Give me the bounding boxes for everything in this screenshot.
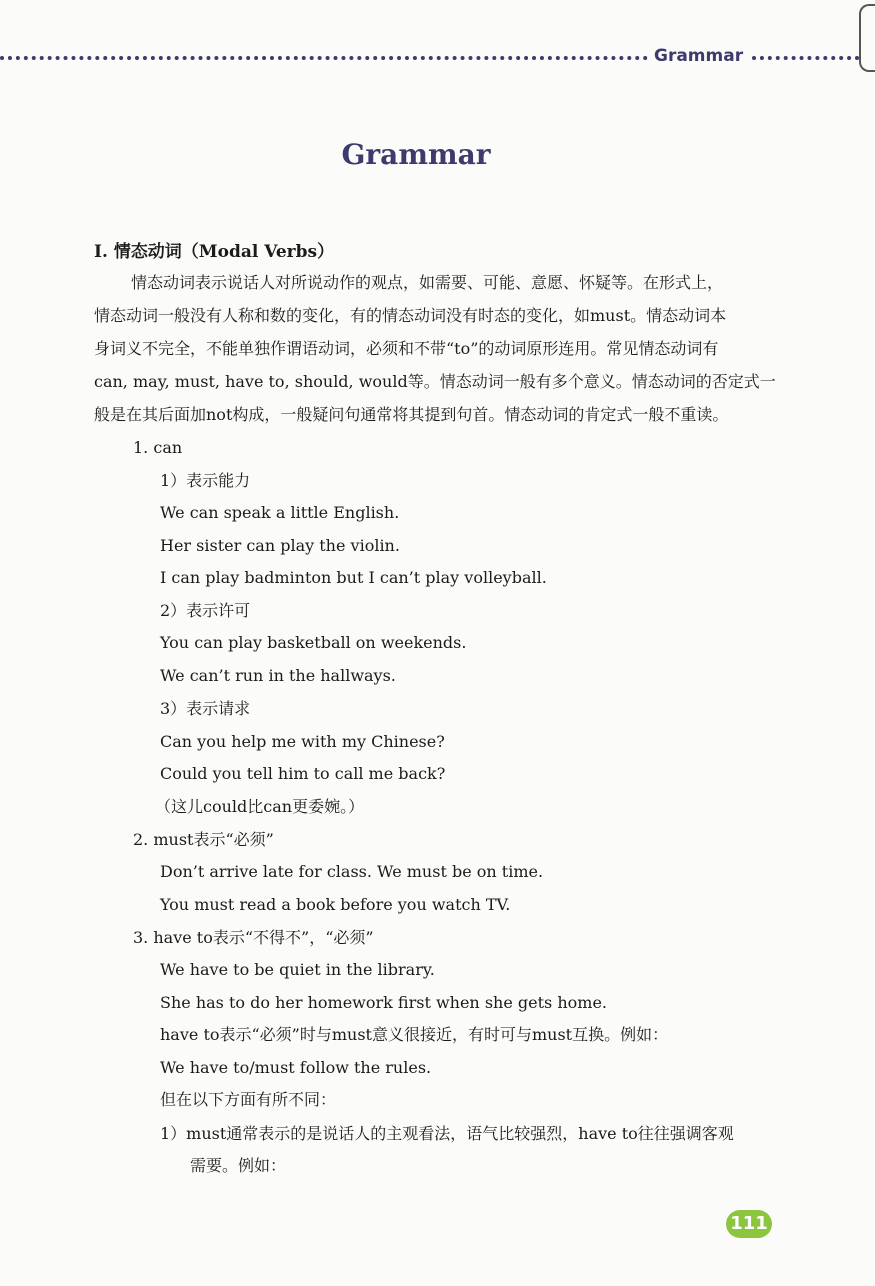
example-sentence: Could you tell him to call me back? (160, 764, 446, 783)
example-sentence: Her sister can play the violin. (160, 536, 400, 555)
explanation: 需要。例如： (190, 1156, 287, 1175)
list-item-heading: 1. can (133, 438, 183, 457)
example-sentence: She has to do her homework first when she gets home. (160, 993, 607, 1012)
page-edge-tab (859, 4, 875, 72)
intro-line: 情态动词表示说话人对所说动作的观点，如需要、可能、意愿、怀疑等。在形式上， (131, 273, 724, 292)
section-heading: I. 情态动词（Modal Verbs） (94, 242, 335, 262)
intro-line: 身词义不完全，不能单独作谓语动词，必须和不带“to”的动词原形连用。常见情态动词有 (94, 339, 719, 358)
explanation: have to表示“必须”时与must意义很接近，有时可与must互换。例如： (160, 1025, 669, 1044)
header-dotted-rule-right (752, 56, 875, 60)
example-sentence: We have to be quiet in the library. (160, 960, 435, 979)
running-header: Grammar (654, 46, 744, 66)
explanation: 但在以下方面有所不同： (160, 1090, 337, 1109)
list-item-heading: 3. have to表示“不得不”，“必须” (133, 928, 374, 947)
example-sentence: We can speak a little English. (160, 503, 400, 522)
intro-line: 般是在其后面加not构成，一般疑问句通常将其提到句首。情态动词的肯定式一般不重读。 (94, 405, 729, 424)
intro-line: can, may, must, have to, should, would等。情态动词一般有多个意义。情态动词的否定式一 (94, 372, 776, 391)
header-dotted-rule (0, 56, 648, 60)
example-sentence: You must read a book before you watch TV. (160, 895, 511, 914)
example-sentence: We have to/must follow the rules. (160, 1058, 432, 1077)
explanation: 1）must通常表示的是说话人的主观看法，语气比较强烈，have to往往强调客观 (160, 1124, 734, 1143)
example-sentence: Don’t arrive late for class. We must be on time. (160, 862, 544, 881)
sub-heading: 2）表示许可 (160, 601, 251, 620)
note: （这儿could比can更委婉。） (155, 797, 365, 816)
page-title: Grammar (341, 138, 491, 171)
example-sentence: You can play basketball on weekends. (160, 633, 467, 652)
page-number-badge: 111 (726, 1210, 772, 1238)
sub-heading: 3）表示请求 (160, 699, 251, 718)
example-sentence: I can play badminton but I can’t play volleyball. (160, 568, 547, 587)
list-item-heading: 2. must表示“必须” (133, 830, 274, 849)
intro-line: 情态动词一般没有人称和数的变化，有的情态动词没有时态的变化，如must。情态动词本 (94, 306, 727, 325)
sub-heading: 1）表示能力 (160, 471, 251, 490)
example-sentence: Can you help me with my Chinese? (160, 732, 445, 751)
example-sentence: We can’t run in the hallways. (160, 666, 396, 685)
